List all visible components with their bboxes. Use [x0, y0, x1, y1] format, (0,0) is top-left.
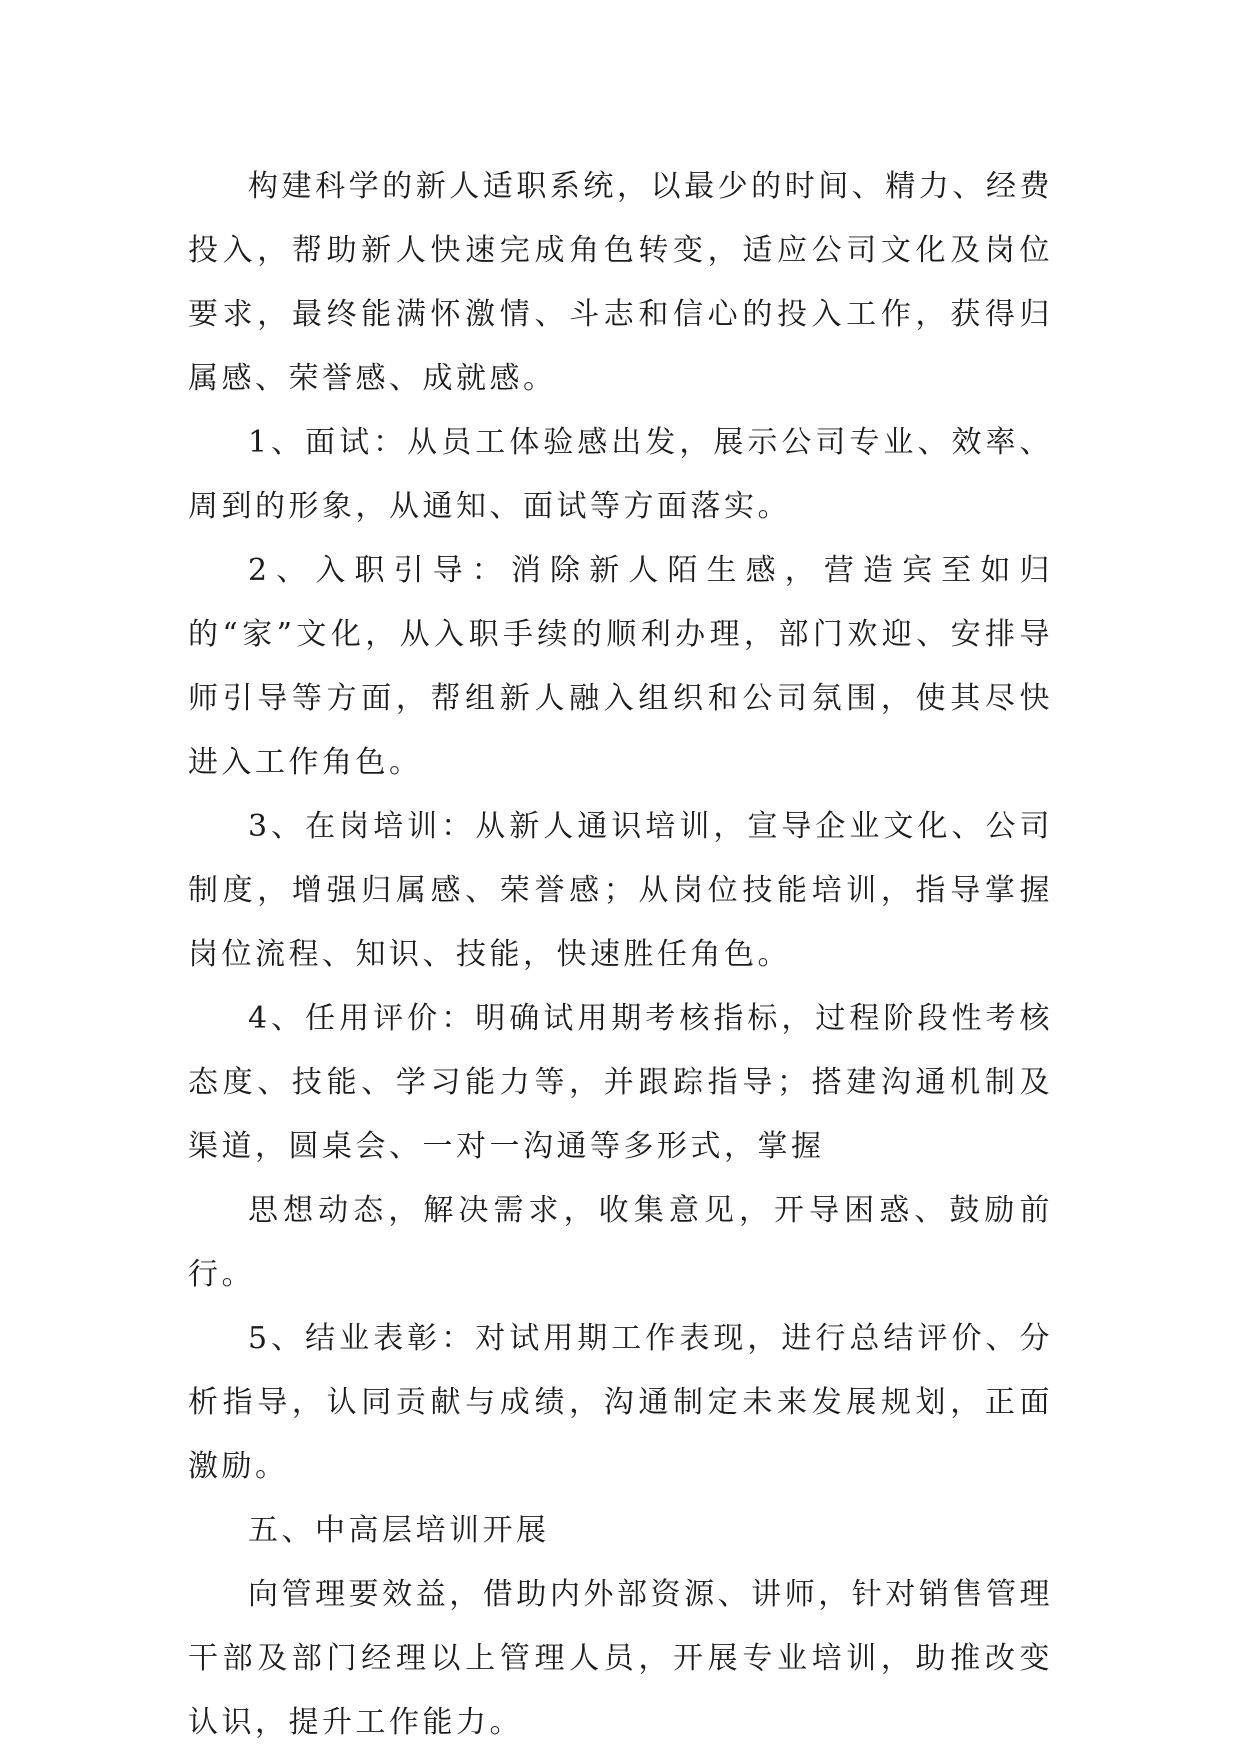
paragraph-intro: 构建科学的新人适职系统，以最少的时间、精力、经费投入，帮助新人快速完成角色转变，适应公司文化及岗位要求，最终能满怀激情、斗志和信心的投入工作，获得归属感、荣誉感、成就感。	[188, 169, 1053, 396]
paragraph-appointment-evaluation: 4、任用评价：明确试用期考核指标，过程阶段性考核态度、技能、学习能力等，并跟踪指导；搭建沟通机制及渠道，圆桌会、一对一沟通等多形式，掌握	[188, 1001, 1053, 1164]
section-heading: 五、中高层培训开展	[248, 1513, 550, 1548]
paragraph-graduation-commendation: 5、结业表彰：对试用期工作表现，进行总结评价、分析指导，认同贡献与成绩，沟通制定未来发展规划，正面激励。	[188, 1321, 1053, 1484]
document-body	[188, 155, 1053, 1755]
paragraph-on-the-job-training: 3、在岗培训：从新人通识培训，宣导企业文化、公司制度，增强归属感、荣誉感；从岗位技能培训，指导掌握岗位流程、知识、技能，快速胜任角色。	[188, 809, 1053, 972]
paragraph-onboarding-guidance: 2、入职引导：消除新人陌生感，营造宾至如归的“家”文化，从入职手续的顺利办理，部门欢迎、安排导师引导等方面，帮组新人融入组织和公司氛围，使其尽快进入工作角色。	[188, 553, 1053, 780]
paragraph-continuation: 思想动态，解决需求，收集意见，开导困惑、鼓励前行。	[188, 1193, 1053, 1292]
paragraph-interview: 1、面试：从员工体验感出发，展示公司专业、效率、周到的形象，从通知、面试等方面落实。	[188, 425, 1053, 524]
paragraph-management-training: 向管理要效益，借助内外部资源、讲师，针对销售管理干部及部门经理以上管理人员，开展专业培训，助推改变认识，提升工作能力。	[188, 1577, 1053, 1740]
